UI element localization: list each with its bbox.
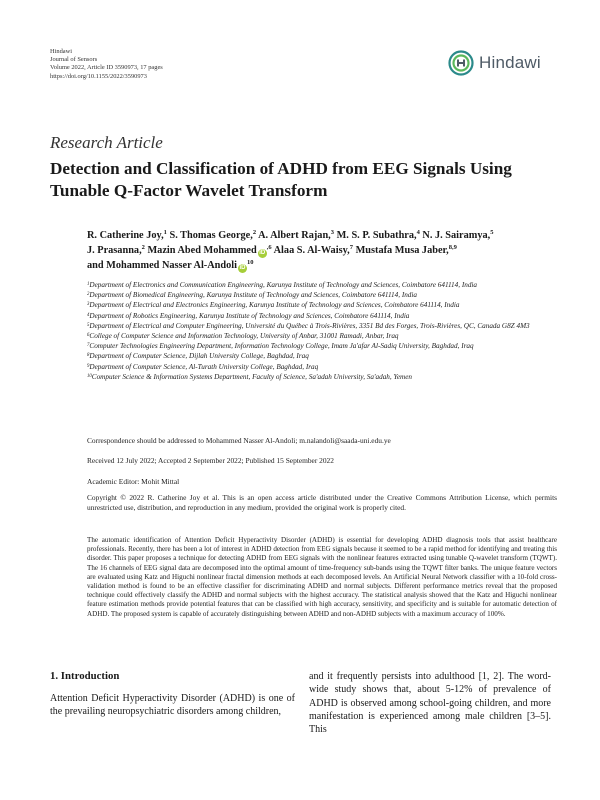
copyright-notice: Copyright © 2022 R. Catherine Joy et al. This is an open access article distributed under the Creative Commons Attribution License, which permits unrestricted use, distribution, and reproduction in any medium, provided the original work is properly cited. [87,493,557,512]
affiliation-number: 6 [87,333,90,339]
orcid-icon[interactable]: iD [239,265,246,272]
affiliation-text: College of Computer Science and Information Technology, University of Anbar, 31001 Ramadi, Anbar, Iraq [89,332,399,341]
author-affil-sup: 4 [416,229,420,236]
author-affil-sup: 2 [141,244,145,252]
hindawi-logo-icon [448,50,474,76]
affiliation-item [87,321,557,331]
dates-line: Received 12 July 2022; Accepted 2 September 2022; Published 15 September 2022 [87,456,334,465]
author-name: N. J. Sairamya, [422,230,491,241]
affiliation-list [87,280,557,382]
affiliation-item [87,311,557,321]
affiliation-item [87,280,557,290]
affiliation-number: 5 [87,322,90,328]
author-name: Mazin Abed Mohammed [147,245,257,257]
logo-text: Hindawi [479,53,541,72]
title-line-2: Tunable Q-Factor Wavelet Transform [50,180,328,200]
author-affil-sup: 8,9 [448,244,457,252]
affiliation-number: 3 [87,302,90,308]
doi-link[interactable]: https://doi.org/10.1155/2022/3590973 [50,72,147,80]
affiliation-item [87,362,557,372]
affiliation-number: 10 [87,373,92,379]
affiliation-item [87,331,557,341]
section-heading: 1. Introduction [50,670,120,682]
author-affil-sup: 3 [330,229,334,236]
author-affil-sup: 1 [163,229,167,236]
author-name: R. Catherine Joy, [87,230,164,241]
affiliation-text: Computer Science & Information Systems Department, Faculty of Science, Sa'adah University, Sa'adah, Yemen [91,372,412,381]
author-affil-sup: 7 [349,244,353,252]
orcid-icon[interactable]: iD [259,250,266,257]
affiliation-number: 1 [87,282,90,287]
publisher-name: Hindawi [50,48,73,55]
affiliation-number: 9 [87,363,90,369]
journal-name: Journal of Sensors [50,56,98,64]
author-name: Mustafa Musa Jaber, [355,245,449,257]
affiliation-item [87,341,557,351]
body-column-right: and it frequently persists into adulthood [1, 2]. The word-wide study shows that, about 5-12% of prevalence of ADHD is observed among school-going children, and more manifestation is experienced among male children [3–5]. This [309,671,551,736]
author-affil-sup: 5 [490,229,494,236]
author-name: Alaa S. Al-Waisy, [273,245,350,257]
affiliation-item [87,351,557,361]
author-affil-sup: ,6 [266,244,272,252]
affiliation-text: Department of Biomedical Engineering, Karunya Institute of Technology and Sciences, Coimbatore 641114, India [89,291,417,300]
author-name: S. Thomas George, [169,230,253,241]
affiliation-text: Computer Technologies Engineering Department, Information Technology College, Imam Ja'afar Al-Sadiq University, Baghdad, Iraq [89,342,474,351]
page-title [50,158,550,201]
hindawi-logo[interactable] [448,49,541,77]
author-name: M. S. P. Subathra, [336,230,417,241]
author-affil-sup: 2 [252,229,257,236]
author-name: and Mohammed Nasser Al-Andoli [87,260,237,272]
author-affil-sup: 10 [247,259,254,267]
affiliation-number: 7 [87,343,90,349]
journal-header [50,48,163,81]
affiliation-text: Department of Electrical and Computer Engineering, Université du Québec à Trois-Rivières, 3351 Bd des Forges, Trois-Rivières, QC, Canada G8Z 4M3 [89,321,530,330]
title-line-1: Detection and Classification of ADHD from EEG Signals Using [50,159,512,178]
affiliation-number: 8 [87,353,90,359]
correspondence-line: Correspondence should be addressed to Mohammed Nasser Al-Andoli; m.nalandoli@saada-uni.edu.ye [87,436,391,445]
affiliation-text: Department of Computer Science, Dijlah University College, Baghdad, Iraq [89,352,309,361]
body-column-left: Attention Deficit Hyperactivity Disorder (ADHD) is one of the prevailing neuropsychiatric disorders among children, [50,693,295,718]
author-name: J. Prasanna, [87,245,142,257]
academic-editor: Academic Editor: Mohit Mittal [87,477,180,486]
affiliation-item [87,372,557,382]
article-type: Research Article [50,133,163,152]
affiliation-text: Department of Robotics Engineering, Karunya Institute of Technology and Sciences, Coimbatore 641114, India [89,311,410,320]
affiliation-item [87,290,557,300]
affiliation-number: 2 [87,292,90,298]
author-name: A. Albert Rajan, [258,230,331,241]
affiliation-text: Department of Electrical and Electronics Engineering, Karunya Institute of Technology and Sciences, Coimbatore 641114, India [89,301,460,310]
affiliation-number: 4 [87,312,90,318]
volume-line: Volume 2022, Article ID 3590973, 17 pages [50,64,163,72]
affiliation-item [87,300,557,310]
affiliation-text: Department of Computer Science, Al-Turath University College, Baghdad, Iraq [89,362,319,371]
affiliation-text: Department of Electronics and Communication Engineering, Karunya Institute of Technology and Sciences, Coimbatore 641114, India [89,281,478,289]
author-list [87,228,557,274]
abstract: The automatic identification of Attention Deficit Hyperactivity Disorder (ADHD) is essential for developing ADHD diagnosis tools that assist healthcare professionals. Recently, there has been a lot of interest in ADHD detection from EEG signals because it seemed to be a rapid method for identifying and treating this disorder. This paper proposes a technique for detecting ADHD from EEG signals with the nonlinear features extracted using tunable Q-wavelet transform (TQWT). The 16 channels of EEG signal data are decomposed into the optimal amount of time-frequency sub-bands using the TQWT filter banks. The unique feature vectors are evaluated using Katz and Higuchi nonlinear fractal dimension methods at each decomposed levels. An Artificial Neural Network classifier with a 10-fold cross-validation method is found to be an effective classifier for discriminating ADHD and normal subjects. Different performance metrics reveal that the proposed technique could effectively classify the ADHD and normal subjects with the highest accuracy. The statistical analysis showed that the Katz and Higuchi nonlinear feature estimation methods provide potential features that can be classified with high accuracy, sensitivity, and specificity and is suitable for automatic detection of ADHD. The proposed system is capable of accurately distinguishing between ADHD and non-ADHD subjects with a maximum accuracy of 100%. [87,536,557,618]
